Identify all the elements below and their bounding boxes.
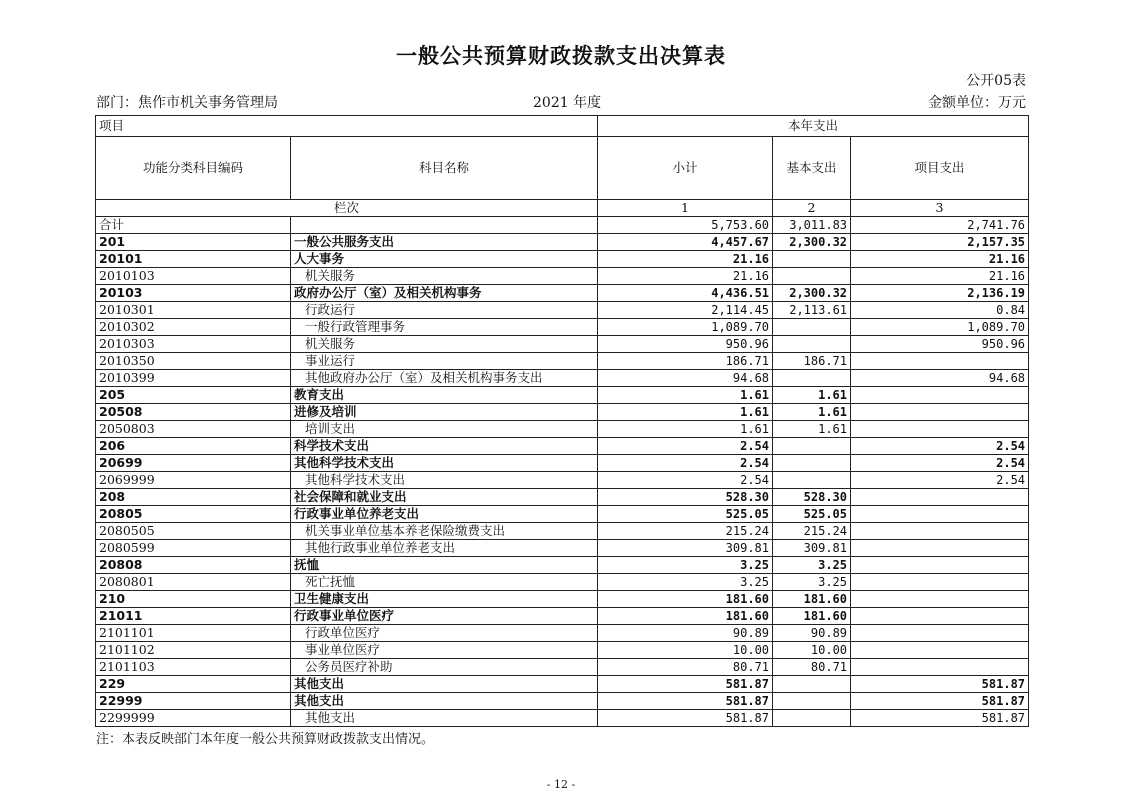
row-code: 2010302 [96, 319, 291, 336]
row-name: 一般公共服务支出 [291, 234, 598, 251]
row-subtotal: 2.54 [598, 472, 773, 489]
row-basic [773, 251, 851, 268]
row-code: 2080801 [96, 574, 291, 591]
row-project: 2,741.76 [851, 217, 1029, 234]
row-subtotal: 80.71 [598, 659, 773, 676]
row-name: 抚恤 [291, 557, 598, 574]
row-name: 科学技术支出 [291, 438, 598, 455]
row-name: 公务员医疗补助 [291, 659, 598, 676]
row-basic: 3,011.83 [773, 217, 851, 234]
currency-unit: 金额单位：万元 [928, 95, 1026, 111]
row-project: 581.87 [851, 693, 1029, 710]
row-name: 机关服务 [291, 268, 598, 285]
table-row [96, 523, 1029, 540]
row-basic: 10.00 [773, 642, 851, 659]
row-code: 2010301 [96, 302, 291, 319]
row-subtotal: 525.05 [598, 506, 773, 523]
row-project [851, 625, 1029, 642]
table-row [96, 353, 1029, 370]
row-code: 2101101 [96, 625, 291, 642]
row-name: 培训支出 [291, 421, 598, 438]
row-project [851, 591, 1029, 608]
table-row [96, 557, 1029, 574]
row-subtotal: 528.30 [598, 489, 773, 506]
row-name [291, 217, 598, 234]
row-name: 机关服务 [291, 336, 598, 353]
row-name: 进修及培训 [291, 404, 598, 421]
row-subtotal: 950.96 [598, 336, 773, 353]
row-name: 其他科学技术支出 [291, 472, 598, 489]
row-name: 其他行政事业单位养老支出 [291, 540, 598, 557]
row-name: 社会保障和就业支出 [291, 489, 598, 506]
row-subtotal: 181.60 [598, 608, 773, 625]
row-project [851, 540, 1029, 557]
row-project [851, 421, 1029, 438]
row-project: 0.84 [851, 302, 1029, 319]
table-row [96, 693, 1029, 710]
row-code: 2010399 [96, 370, 291, 387]
table-row [96, 234, 1029, 251]
row-name: 死亡抚恤 [291, 574, 598, 591]
row-code: 2069999 [96, 472, 291, 489]
table-row [96, 540, 1029, 557]
header-row-1 [96, 116, 1029, 137]
row-name: 行政运行 [291, 302, 598, 319]
row-subtotal: 5,753.60 [598, 217, 773, 234]
row-project: 2,157.35 [851, 234, 1029, 251]
table-row [96, 608, 1029, 625]
row-code: 20101 [96, 251, 291, 268]
row-project [851, 574, 1029, 591]
row-code: 210 [96, 591, 291, 608]
row-basic: 90.89 [773, 625, 851, 642]
row-project: 94.68 [851, 370, 1029, 387]
table-row [96, 489, 1029, 506]
row-name: 行政事业单位医疗 [291, 608, 598, 625]
header-basic: 基本支出 [773, 137, 851, 200]
row-name: 事业运行 [291, 353, 598, 370]
row-project: 581.87 [851, 676, 1029, 693]
row-basic [773, 370, 851, 387]
table-row [96, 387, 1029, 404]
row-code: 20808 [96, 557, 291, 574]
row-subtotal: 4,436.51 [598, 285, 773, 302]
row-code: 2010103 [96, 268, 291, 285]
row-code: 229 [96, 676, 291, 693]
row-subtotal: 186.71 [598, 353, 773, 370]
table-row [96, 336, 1029, 353]
table-row [96, 574, 1029, 591]
row-project: 1,089.70 [851, 319, 1029, 336]
row-code: 205 [96, 387, 291, 404]
column-index-1: 1 [598, 200, 773, 217]
row-subtotal: 1.61 [598, 421, 773, 438]
row-code: 2299999 [96, 710, 291, 727]
table-row [96, 642, 1029, 659]
row-subtotal: 21.16 [598, 268, 773, 285]
row-name: 一般行政管理事务 [291, 319, 598, 336]
column-index-label: 栏次 [96, 200, 598, 217]
row-code: 208 [96, 489, 291, 506]
row-name: 行政事业单位养老支出 [291, 506, 598, 523]
row-subtotal: 581.87 [598, 676, 773, 693]
row-subtotal: 3.25 [598, 574, 773, 591]
row-basic: 80.71 [773, 659, 851, 676]
row-basic: 1.61 [773, 404, 851, 421]
table-row [96, 438, 1029, 455]
row-name: 机关事业单位基本养老保险缴费支出 [291, 523, 598, 540]
row-subtotal: 94.68 [598, 370, 773, 387]
page-number: - 12 - [546, 778, 576, 791]
table-row [96, 268, 1029, 285]
row-project: 2,136.19 [851, 285, 1029, 302]
header-current-year-expense: 本年支出 [598, 116, 1029, 137]
fiscal-year: 2021 年度 [533, 95, 602, 111]
row-project [851, 557, 1029, 574]
row-basic [773, 693, 851, 710]
row-subtotal: 3.25 [598, 557, 773, 574]
row-name: 教育支出 [291, 387, 598, 404]
row-project: 2.54 [851, 472, 1029, 489]
row-basic: 3.25 [773, 574, 851, 591]
row-project: 581.87 [851, 710, 1029, 727]
row-subtotal: 1.61 [598, 404, 773, 421]
row-code: 2080599 [96, 540, 291, 557]
row-basic: 186.71 [773, 353, 851, 370]
row-name: 其他支出 [291, 676, 598, 693]
row-code: 206 [96, 438, 291, 455]
row-basic [773, 268, 851, 285]
table-row [96, 285, 1029, 302]
row-project [851, 642, 1029, 659]
row-project [851, 608, 1029, 625]
row-name: 人大事务 [291, 251, 598, 268]
column-index-2: 2 [773, 200, 851, 217]
row-project: 950.96 [851, 336, 1029, 353]
table-row [96, 404, 1029, 421]
row-subtotal: 215.24 [598, 523, 773, 540]
page-title: 一般公共预算财政拨款支出决算表 [396, 44, 726, 68]
header-item: 项目 [96, 116, 598, 137]
footnote: 注：本表反映部门本年度一般公共预算财政拨款支出情况。 [96, 732, 435, 747]
row-subtotal: 2.54 [598, 455, 773, 472]
row-code: 2101103 [96, 659, 291, 676]
row-name: 其他支出 [291, 693, 598, 710]
row-code: 2080505 [96, 523, 291, 540]
row-subtotal: 2.54 [598, 438, 773, 455]
row-basic: 215.24 [773, 523, 851, 540]
row-basic [773, 472, 851, 489]
table-row [96, 591, 1029, 608]
row-basic [773, 438, 851, 455]
row-project [851, 489, 1029, 506]
table-row [96, 217, 1029, 234]
table-row [96, 421, 1029, 438]
row-name: 其他科学技术支出 [291, 455, 598, 472]
header-project: 项目支出 [851, 137, 1029, 200]
row-subtotal: 581.87 [598, 693, 773, 710]
row-name: 政府办公厅（室）及相关机构事务 [291, 285, 598, 302]
row-project [851, 506, 1029, 523]
row-basic [773, 455, 851, 472]
row-subtotal: 581.87 [598, 710, 773, 727]
row-basic [773, 710, 851, 727]
row-subtotal: 1.61 [598, 387, 773, 404]
row-project: 2.54 [851, 438, 1029, 455]
row-name: 其他支出 [291, 710, 598, 727]
row-project: 2.54 [851, 455, 1029, 472]
table-row [96, 472, 1029, 489]
column-index-row [96, 200, 1029, 217]
header-subject-name: 科目名称 [291, 137, 598, 200]
row-code: 20699 [96, 455, 291, 472]
table-row [96, 251, 1029, 268]
row-subtotal: 2,114.45 [598, 302, 773, 319]
row-code: 2050803 [96, 421, 291, 438]
row-basic: 525.05 [773, 506, 851, 523]
row-project [851, 387, 1029, 404]
table-row [96, 455, 1029, 472]
row-code: 2010350 [96, 353, 291, 370]
row-name: 行政单位医疗 [291, 625, 598, 642]
row-code: 合计 [96, 217, 291, 234]
row-project [851, 404, 1029, 421]
row-basic [773, 676, 851, 693]
row-basic: 309.81 [773, 540, 851, 557]
row-name: 事业单位医疗 [291, 642, 598, 659]
table-row [96, 676, 1029, 693]
table-row [96, 506, 1029, 523]
expense-table [95, 115, 1029, 727]
row-basic: 181.60 [773, 608, 851, 625]
row-code: 2010303 [96, 336, 291, 353]
table-row [96, 370, 1029, 387]
row-code: 22999 [96, 693, 291, 710]
row-subtotal: 4,457.67 [598, 234, 773, 251]
department-label: 部门：焦作市机关事务管理局 [96, 95, 278, 111]
row-subtotal: 21.16 [598, 251, 773, 268]
table-row [96, 302, 1029, 319]
column-index-3: 3 [851, 200, 1029, 217]
table-row [96, 625, 1029, 642]
row-code: 201 [96, 234, 291, 251]
row-basic: 1.61 [773, 387, 851, 404]
form-code: 公开05表 [966, 73, 1026, 89]
row-subtotal: 181.60 [598, 591, 773, 608]
row-project: 21.16 [851, 251, 1029, 268]
row-name: 其他政府办公厅（室）及相关机构事务支出 [291, 370, 598, 387]
row-project [851, 523, 1029, 540]
table-row [96, 659, 1029, 676]
row-code: 21011 [96, 608, 291, 625]
row-name: 卫生健康支出 [291, 591, 598, 608]
row-basic: 2,300.32 [773, 234, 851, 251]
table-row [96, 319, 1029, 336]
row-basic: 181.60 [773, 591, 851, 608]
row-basic [773, 336, 851, 353]
row-code: 20103 [96, 285, 291, 302]
row-basic: 2,113.61 [773, 302, 851, 319]
row-subtotal: 10.00 [598, 642, 773, 659]
row-basic: 3.25 [773, 557, 851, 574]
row-basic: 1.61 [773, 421, 851, 438]
row-project [851, 659, 1029, 676]
header-row-2 [96, 137, 1029, 200]
row-basic: 528.30 [773, 489, 851, 506]
row-basic: 2,300.32 [773, 285, 851, 302]
row-subtotal: 90.89 [598, 625, 773, 642]
row-project: 21.16 [851, 268, 1029, 285]
header-subtotal: 小计 [598, 137, 773, 200]
row-subtotal: 309.81 [598, 540, 773, 557]
row-code: 2101102 [96, 642, 291, 659]
header-func-code: 功能分类科目编码 [96, 137, 291, 200]
row-basic [773, 319, 851, 336]
table-row [96, 710, 1029, 727]
row-project [851, 353, 1029, 370]
row-code: 20805 [96, 506, 291, 523]
row-code: 20508 [96, 404, 291, 421]
row-subtotal: 1,089.70 [598, 319, 773, 336]
